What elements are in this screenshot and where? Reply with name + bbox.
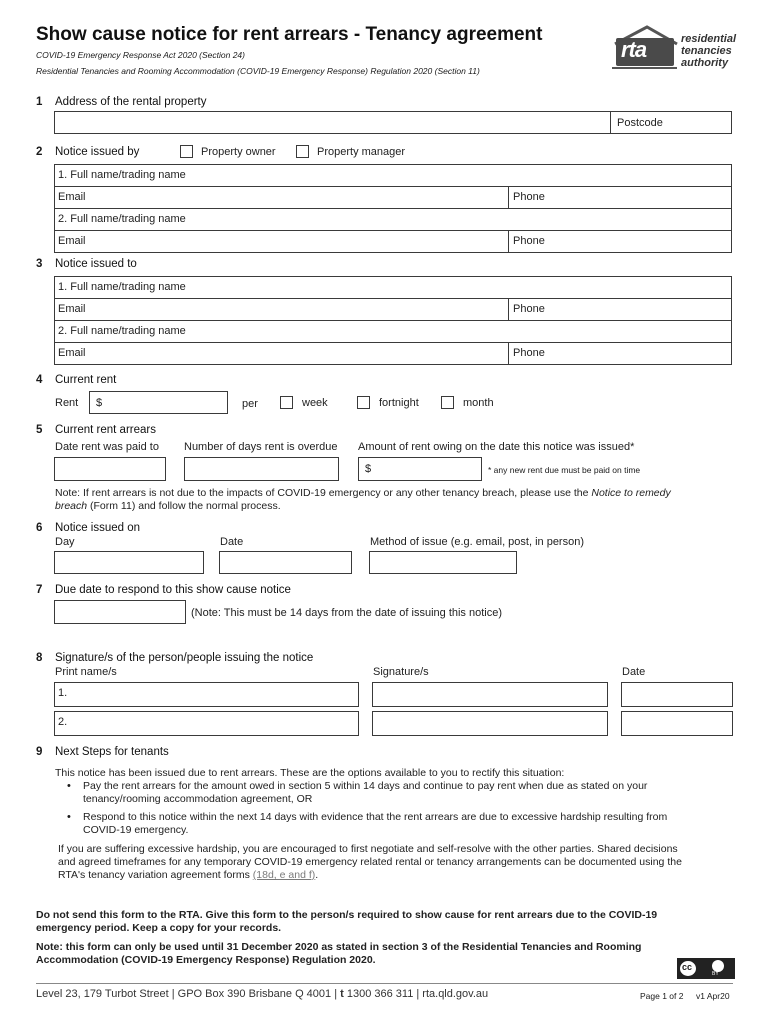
section-4-number: 4 — [36, 374, 43, 386]
recipient-1-name-field[interactable]: 1. Full name/trading name — [58, 281, 186, 293]
per-label: per — [242, 398, 258, 410]
week-checkbox[interactable] — [280, 396, 293, 409]
print-name-label: Print name/s — [55, 666, 117, 678]
row-2-label: 2. — [58, 716, 68, 728]
date-paid-field[interactable] — [54, 457, 166, 481]
section-6-title: Notice issued on — [55, 522, 141, 534]
amount-dollar-sign: $ — [365, 463, 372, 475]
logo-mark: rta — [621, 37, 647, 62]
section-4-title: Current rent — [55, 374, 117, 386]
page-number: Page 1 of 2 — [640, 991, 684, 1001]
address-field[interactable] — [54, 111, 611, 134]
recipient-2-name-field[interactable]: 2. Full name/trading name — [58, 325, 186, 337]
issuer-table — [54, 164, 732, 253]
section-8-number: 8 — [36, 652, 43, 664]
property-owner-label: Property owner — [201, 146, 276, 158]
hardship-paragraph: If you are suffering excessive hardship, you are encouraged to first negotiate and self-resolve with the other parties. Shared decisions and agreed timeframes for any temporary COVID-19 emergency related rental or tenancy arrangements can be documented using the RTA's tenancy variation agreement forms (18d, e and f). — [58, 843, 682, 881]
section-1-number: 1 — [36, 96, 43, 108]
section-9-title: Next Steps for tenants — [55, 746, 169, 758]
section-1-title: Address of the rental property — [55, 96, 207, 108]
recipient-table — [54, 276, 732, 365]
bullet-icon: • — [67, 811, 71, 823]
week-label: week — [302, 397, 328, 409]
recipient-2-phone-field[interactable]: Phone — [513, 347, 545, 359]
rent-dollar-sign: $ — [96, 397, 103, 409]
month-checkbox[interactable] — [441, 396, 454, 409]
fortnight-label: fortnight — [379, 397, 419, 409]
section-5-title: Current rent arrears — [55, 424, 156, 436]
amount-owing-field[interactable] — [358, 457, 482, 481]
date-label: Date — [220, 536, 244, 548]
print-name-2-field[interactable] — [54, 711, 359, 736]
section-2-number: 2 — [36, 146, 43, 158]
issuer-1-name-field[interactable]: 1. Full name/trading name — [58, 169, 186, 181]
amount-footnote: * any new rent due must be paid on time — [488, 465, 641, 475]
recipient-1-phone-field[interactable]: Phone — [513, 303, 545, 315]
page-title: Show cause notice for rent arrears - Tenancy agreement — [36, 24, 543, 45]
rent-label: Rent — [55, 397, 79, 409]
recipient-1-email-field[interactable]: Email — [58, 303, 86, 315]
form-version: v1 Apr20 — [696, 991, 730, 1001]
section-8-title: Signature/s of the person/people issuing the notice — [55, 652, 314, 664]
rent-amount-field[interactable] — [89, 391, 228, 414]
footer-divider — [36, 983, 733, 984]
postcode-field[interactable] — [610, 111, 732, 134]
expiry-notice: Note: this form can only be used until 31 December 2020 as stated in section 3 of the Residential Tenancies and Rooming Accommodation (COVID-19 Emergency Response) Regulation 2020. — [36, 941, 642, 966]
issuer-2-name-field[interactable]: 2. Full name/trading name — [58, 213, 186, 225]
signature-date-label: Date — [622, 666, 646, 678]
property-manager-label: Property manager — [317, 146, 406, 158]
cc-by-label: BY — [712, 971, 719, 977]
issuer-1-phone-field[interactable]: Phone — [513, 191, 545, 203]
issued-day-field[interactable] — [54, 551, 204, 574]
section-3-title: Notice issued to — [55, 258, 137, 270]
next-steps-option-1: Pay the rent arrears for the amount owed in section 5 within 14 days and continue to pay rent when due as stated on your tenancy/rooming accommodation agreement, OR — [83, 780, 648, 805]
date-2-field[interactable] — [621, 711, 733, 736]
days-overdue-field[interactable] — [184, 457, 339, 481]
section-7-number: 7 — [36, 584, 43, 596]
day-label: Day — [55, 536, 75, 548]
subtitle-act: COVID-19 Emergency Response Act 2020 (Section 24) — [36, 50, 245, 60]
date-paid-label: Date rent was paid to — [55, 441, 159, 453]
recipient-2-email-field[interactable]: Email — [58, 347, 86, 359]
subtitle-regulation: Residential Tenancies and Rooming Accommodation (COVID-19 Emergency Response) Regulation 2020 (Section 11) — [36, 66, 480, 76]
do-not-send-notice: Do not send this form to the RTA. Give this form to the person/s required to show cause for rent arrears due to the COVID-19 emergency period. Keep a copy for your records. — [36, 909, 658, 934]
issuer-2-email-field[interactable]: Email — [58, 235, 86, 247]
signature-2-field[interactable] — [372, 711, 608, 736]
rta-logo — [611, 24, 741, 70]
creative-commons-icon — [677, 958, 735, 979]
signature-label: Signature/s — [373, 666, 429, 678]
section-9-number: 9 — [36, 746, 43, 758]
logo-line-2: tenancies — [681, 45, 732, 57]
next-steps-intro: This notice has been issued due to rent arrears. These are the options available to you to rectify this situation: — [55, 767, 565, 779]
section-5-note: Note: If rent arrears is not due to the impacts of COVID-19 emergency or any other tenancy breach, please use the Notice to remedy breach (Form 11) and follow the normal process. — [55, 487, 671, 512]
postcode-label: Postcode — [617, 117, 663, 129]
fortnight-checkbox[interactable] — [357, 396, 370, 409]
logo-line-1: residential — [681, 33, 737, 45]
row-1-label: 1. — [58, 687, 68, 699]
property-manager-checkbox[interactable] — [296, 145, 309, 158]
next-steps-option-2: Respond to this notice within the next 14 days with evidence that the rent arrears are due to excessive hardship resulting from COVID-19 emergency. — [83, 811, 668, 836]
days-overdue-label: Number of days rent is overdue — [184, 441, 338, 453]
issuer-1-email-field[interactable]: Email — [58, 191, 86, 203]
due-date-note: (Note: This must be 14 days from the date of issuing this notice) — [191, 607, 503, 619]
section-2-title: Notice issued by — [55, 146, 140, 158]
bullet-icon: • — [67, 780, 71, 792]
logo-line-3: authority — [681, 57, 729, 69]
issued-date-field[interactable] — [219, 551, 352, 574]
method-label: Method of issue (e.g. email, post, in person) — [370, 536, 584, 548]
variation-forms-link[interactable]: (18d, e and f) — [252, 869, 316, 881]
footer-contact: Level 23, 179 Turbot Street | GPO Box 390 Brisbane Q 4001 | t 1300 366 311 | rta.qld.gov.au — [36, 988, 489, 1000]
due-date-field[interactable] — [54, 600, 186, 624]
date-1-field[interactable] — [621, 682, 733, 707]
amount-owing-label: Amount of rent owing on the date this notice was issued* — [358, 441, 635, 453]
property-owner-checkbox[interactable] — [180, 145, 193, 158]
cc-label: cc — [682, 962, 693, 972]
method-of-issue-field[interactable] — [369, 551, 517, 574]
section-6-number: 6 — [36, 522, 43, 534]
section-7-title: Due date to respond to this show cause notice — [55, 584, 291, 596]
section-3-number: 3 — [36, 258, 43, 270]
signature-1-field[interactable] — [372, 682, 608, 707]
month-label: month — [463, 397, 494, 409]
section-5-number: 5 — [36, 424, 43, 436]
issuer-2-phone-field[interactable]: Phone — [513, 235, 545, 247]
print-name-1-field[interactable] — [54, 682, 359, 707]
